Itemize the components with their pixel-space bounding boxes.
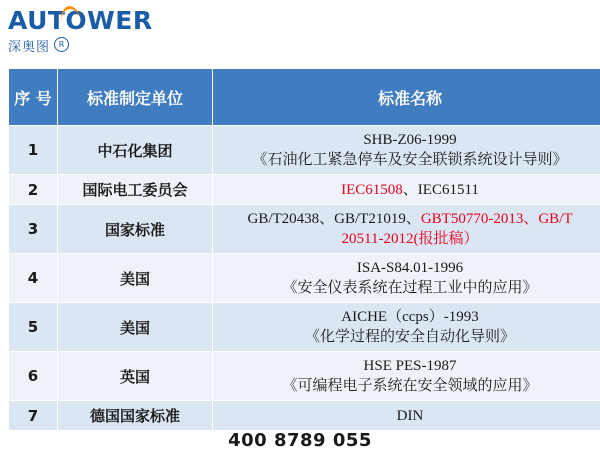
contact-phone: 400 8789 055 [228, 430, 372, 451]
logo-brand-text: AUTOWER [8, 6, 153, 35]
cell-organization: 美国 [58, 254, 213, 303]
cell-standard-name [213, 303, 600, 352]
standard-name-highlight: GBT50770-2013、GB/T [420, 211, 573, 227]
cell-row-number: 7 [9, 401, 58, 431]
standard-name-line [215, 180, 600, 200]
standard-name-highlight: 20511-2012(报批稿） [341, 231, 479, 247]
standard-name-text: 《可编程电子系统在安全领域的应用》 [282, 378, 538, 394]
cell-standard-name [213, 175, 600, 205]
standard-name-text: 、IEC61511 [402, 181, 479, 198]
standard-name-text: SHB-Z06-1999 [363, 132, 457, 148]
cell-row-number: 5 [9, 303, 58, 352]
cell-standard-name [213, 205, 600, 254]
standard-name-line [215, 278, 600, 298]
company-logo [8, 8, 168, 60]
cell-row-number: 1 [9, 126, 58, 175]
cell-organization: 英国 [58, 352, 213, 401]
cell-standard-name [213, 352, 600, 401]
cell-organization: 美国 [58, 303, 213, 352]
table-row [9, 352, 600, 401]
standard-name-line [215, 406, 600, 426]
standard-name-line [215, 150, 600, 170]
logo-subtitle-row [8, 34, 168, 55]
standard-name-line [215, 258, 600, 278]
standard-name-line [215, 376, 600, 396]
standard-name-line [215, 209, 600, 229]
standard-name-line [215, 307, 600, 327]
table-row [9, 401, 600, 431]
standard-name-text: HSE PES-1987 [363, 358, 457, 374]
cell-organization: 国际电工委员会 [58, 175, 213, 205]
table-header [9, 69, 600, 126]
logo-chinese-text: 深奥图 [8, 40, 51, 55]
standard-name-text: 《石油化工紧急停车及安全联锁系统设计导则》 [252, 152, 568, 168]
standard-name-text: ISA-S84.01-1996 [356, 260, 464, 276]
standard-name-text: 《化学过程的安全自动化导则》 [304, 329, 515, 345]
cell-standard-name [213, 126, 600, 175]
column-header-org: 标准制定单位 [58, 69, 213, 126]
table-row [9, 175, 600, 205]
table-body [9, 126, 600, 431]
cell-organization: 中石化集团 [58, 126, 213, 175]
standards-table [8, 68, 600, 431]
cell-row-number: 6 [9, 352, 58, 401]
table-row [9, 254, 600, 303]
column-header-standard-name: 标准名称 [213, 69, 600, 126]
cell-standard-name [213, 254, 600, 303]
standard-name-line [215, 356, 600, 376]
standard-name-text: GB/T20438、GB/T21019、 [247, 211, 421, 227]
standard-name-line [215, 327, 600, 347]
cell-standard-name [213, 401, 600, 431]
standard-name-line [215, 229, 600, 249]
cell-row-number: 4 [9, 254, 58, 303]
table-row [9, 205, 600, 254]
logo-wordmark [8, 8, 153, 34]
standard-name-text: DIN [396, 407, 424, 424]
cell-organization: 国家标准 [58, 205, 213, 254]
trademark-icon: R [54, 37, 69, 52]
standard-name-highlight: IEC61508 [341, 181, 403, 198]
cell-organization: 德国国家标准 [58, 401, 213, 431]
table-row [9, 303, 600, 352]
cell-row-number: 2 [9, 175, 58, 205]
standard-name-line [215, 130, 600, 150]
standard-name-text: 《安全仪表系统在过程工业中的应用》 [282, 280, 538, 296]
table-row [9, 126, 600, 175]
cell-row-number: 3 [9, 205, 58, 254]
standard-name-text: AICHE（ccps）-1993 [341, 309, 479, 325]
column-header-no: 序 号 [9, 69, 58, 126]
table-header-row [9, 69, 600, 126]
